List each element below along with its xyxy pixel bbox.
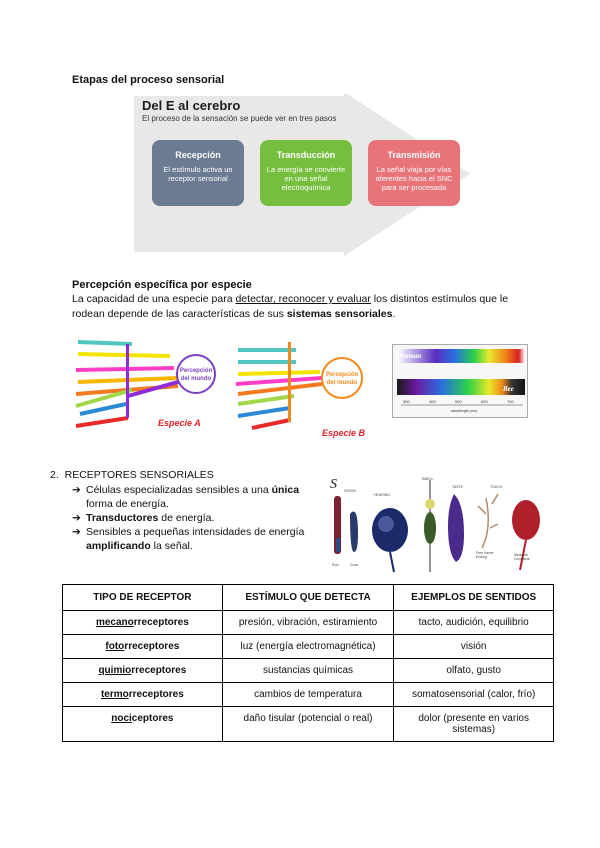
receptor-type-cell: [63, 659, 223, 683]
type-suffix: rreceptores: [128, 689, 184, 700]
step-desc: La señal viaja por vías aferentes hacia el SNC para ser procesada: [375, 165, 453, 192]
step-transduction: [260, 140, 352, 206]
svg-text:S: S: [330, 477, 337, 492]
step-transmission: [368, 140, 460, 206]
spectrum-illustration: [393, 345, 529, 419]
svg-text:TOUCH: TOUCH: [490, 485, 503, 489]
svg-text:Bee: Bee: [503, 385, 514, 393]
svg-text:Cone: Cone: [350, 563, 359, 567]
receptor-types-table: [62, 584, 554, 742]
step-desc: La energía se convierte en una señal electroquímica: [266, 165, 346, 192]
svg-text:Rod: Rod: [332, 563, 339, 567]
bullet-item: [72, 525, 322, 553]
svg-text:del mundo: del mundo: [326, 380, 358, 386]
svg-text:Percepción: Percepción: [325, 372, 359, 378]
type-suffix: rreceptores: [133, 617, 189, 628]
svg-text:Free Nerve: Free Nerve: [476, 551, 494, 555]
species-b-circle: [322, 358, 362, 398]
species-b-arrows: [236, 342, 322, 428]
svg-text:300: 300: [403, 399, 410, 404]
stimulus-cell: daño tisular (potencial o real): [222, 707, 394, 742]
column-header: EJEMPLOS DE SENTIDOS: [394, 585, 554, 611]
perception-heading: Percepción específica por especie: [72, 279, 252, 291]
stages-heading: Etapas del proceso sensorial: [72, 74, 225, 86]
receptors-bullet-list: [72, 483, 322, 553]
type-prefix: termo: [100, 689, 129, 700]
diagram-subtitle: El proceso de la sensación se puede ver en tres pasos: [142, 114, 337, 123]
table-row: [63, 635, 554, 659]
step-desc: El estímulo activa un receptor sensorial: [163, 165, 233, 183]
svg-text:700: 700: [507, 399, 514, 404]
receptor-type-cell: [63, 683, 223, 707]
svg-text:Ending: Ending: [476, 555, 487, 559]
table-row: [63, 659, 554, 683]
svg-text:Human: Human: [399, 352, 422, 360]
receptor-type-cell: [63, 707, 223, 742]
step-reception: [152, 140, 244, 206]
receptor-type-cell: [63, 635, 223, 659]
svg-text:VISION: VISION: [344, 489, 356, 493]
stimulus-cell: cambios de temperatura: [222, 683, 394, 707]
svg-text:500: 500: [455, 399, 462, 404]
examples-cell: olfato, gusto: [394, 659, 554, 683]
step-title: Transmisión: [387, 150, 441, 160]
svg-text:Percepción: Percepción: [179, 368, 213, 374]
bullet-item: [72, 483, 322, 511]
bullet-text: forma de energía.: [86, 498, 169, 510]
type-suffix: rreceptores: [131, 665, 187, 676]
receptor-type-cell: [63, 611, 223, 635]
type-suffix: rreceptores: [124, 641, 180, 652]
type-suffix: ceptores: [131, 713, 174, 724]
section-number: 2.: [50, 469, 59, 481]
diagram-title: Del E al cerebro: [142, 98, 241, 113]
perception-paragraph: [72, 292, 542, 322]
table-row: [63, 707, 554, 742]
svg-text:TASTE: TASTE: [452, 485, 464, 489]
examples-cell: tacto, audición, equilibrio: [394, 611, 554, 635]
table-row: [63, 683, 554, 707]
type-prefix: mecano: [95, 617, 134, 628]
column-header: TIPO DE RECEPTOR: [63, 585, 223, 611]
examples-cell: visión: [394, 635, 554, 659]
para-bold: sistemas sensoriales: [286, 308, 393, 320]
svg-text:HEARING: HEARING: [374, 493, 390, 497]
type-prefix: noci: [111, 713, 132, 724]
svg-text:Meissner: Meissner: [514, 553, 529, 557]
svg-text:400: 400: [429, 399, 436, 404]
examples-cell: dolor (presente en varios sistemas): [394, 707, 554, 742]
bullet-text: la señal.: [150, 540, 193, 552]
bullet-item: [72, 511, 322, 525]
stimulus-cell: presión, vibración, estiramiento: [222, 611, 394, 635]
para-text: .: [392, 308, 396, 320]
bullet-bold: única: [271, 484, 300, 496]
svg-text:600: 600: [481, 399, 488, 404]
species-arrows-illustration: [70, 334, 386, 440]
stimulus-cell: luz (energía electromagnética): [222, 635, 394, 659]
para-underlined: detectar, reconocer y evaluar: [235, 293, 371, 305]
species-a-caption: Especie A: [158, 418, 201, 428]
column-header: ESTÍMULO QUE DETECTA: [222, 585, 394, 611]
svg-text:SMELL: SMELL: [422, 477, 434, 481]
step-title: Transducción: [276, 150, 336, 160]
bullet-text: Sensibles a pequeñas intensidades de energía: [86, 526, 305, 538]
stimulus-cell: sustancias químicas: [222, 659, 394, 683]
bullet-text: de energía.: [158, 512, 215, 524]
para-text: los distintos estímulos que le rodean depende de las características de sus: [72, 293, 509, 320]
table-header-row: [63, 585, 554, 611]
type-prefix: quimio: [98, 665, 132, 676]
sensory-stages-diagram: [134, 94, 470, 256]
table-row: [63, 611, 554, 635]
receptor-cells-illustration: [330, 474, 544, 576]
type-prefix: foto: [105, 641, 125, 652]
para-text: La capacidad de una especie para: [72, 293, 236, 305]
arrow-bullet-icon: ➔: [72, 512, 81, 524]
arrow-bullet-icon: ➔: [72, 484, 81, 496]
svg-text:wavelength (nm): wavelength (nm): [451, 409, 477, 413]
section-title: RECEPTORES SENSORIALES: [64, 469, 214, 481]
arrow-bullet-icon: ➔: [72, 526, 81, 538]
step-title: Recepción: [175, 150, 221, 160]
receptors-heading: [50, 469, 214, 481]
examples-cell: somatosensorial (calor, frío): [394, 683, 554, 707]
svg-text:Corpuscle: Corpuscle: [514, 557, 530, 561]
species-b-caption: Especie B: [322, 428, 366, 438]
bullet-bold: Transductores: [86, 512, 159, 524]
human-bee-spectrum-figure: [392, 344, 528, 418]
species-perception-figure: [70, 334, 386, 440]
species-a-arrows: [76, 342, 178, 426]
svg-text:del mundo: del mundo: [180, 376, 212, 382]
bullet-bold: amplificando: [86, 540, 151, 552]
species-a-circle: [177, 355, 215, 393]
bullet-text: Células especializadas sensibles a una: [86, 484, 272, 496]
